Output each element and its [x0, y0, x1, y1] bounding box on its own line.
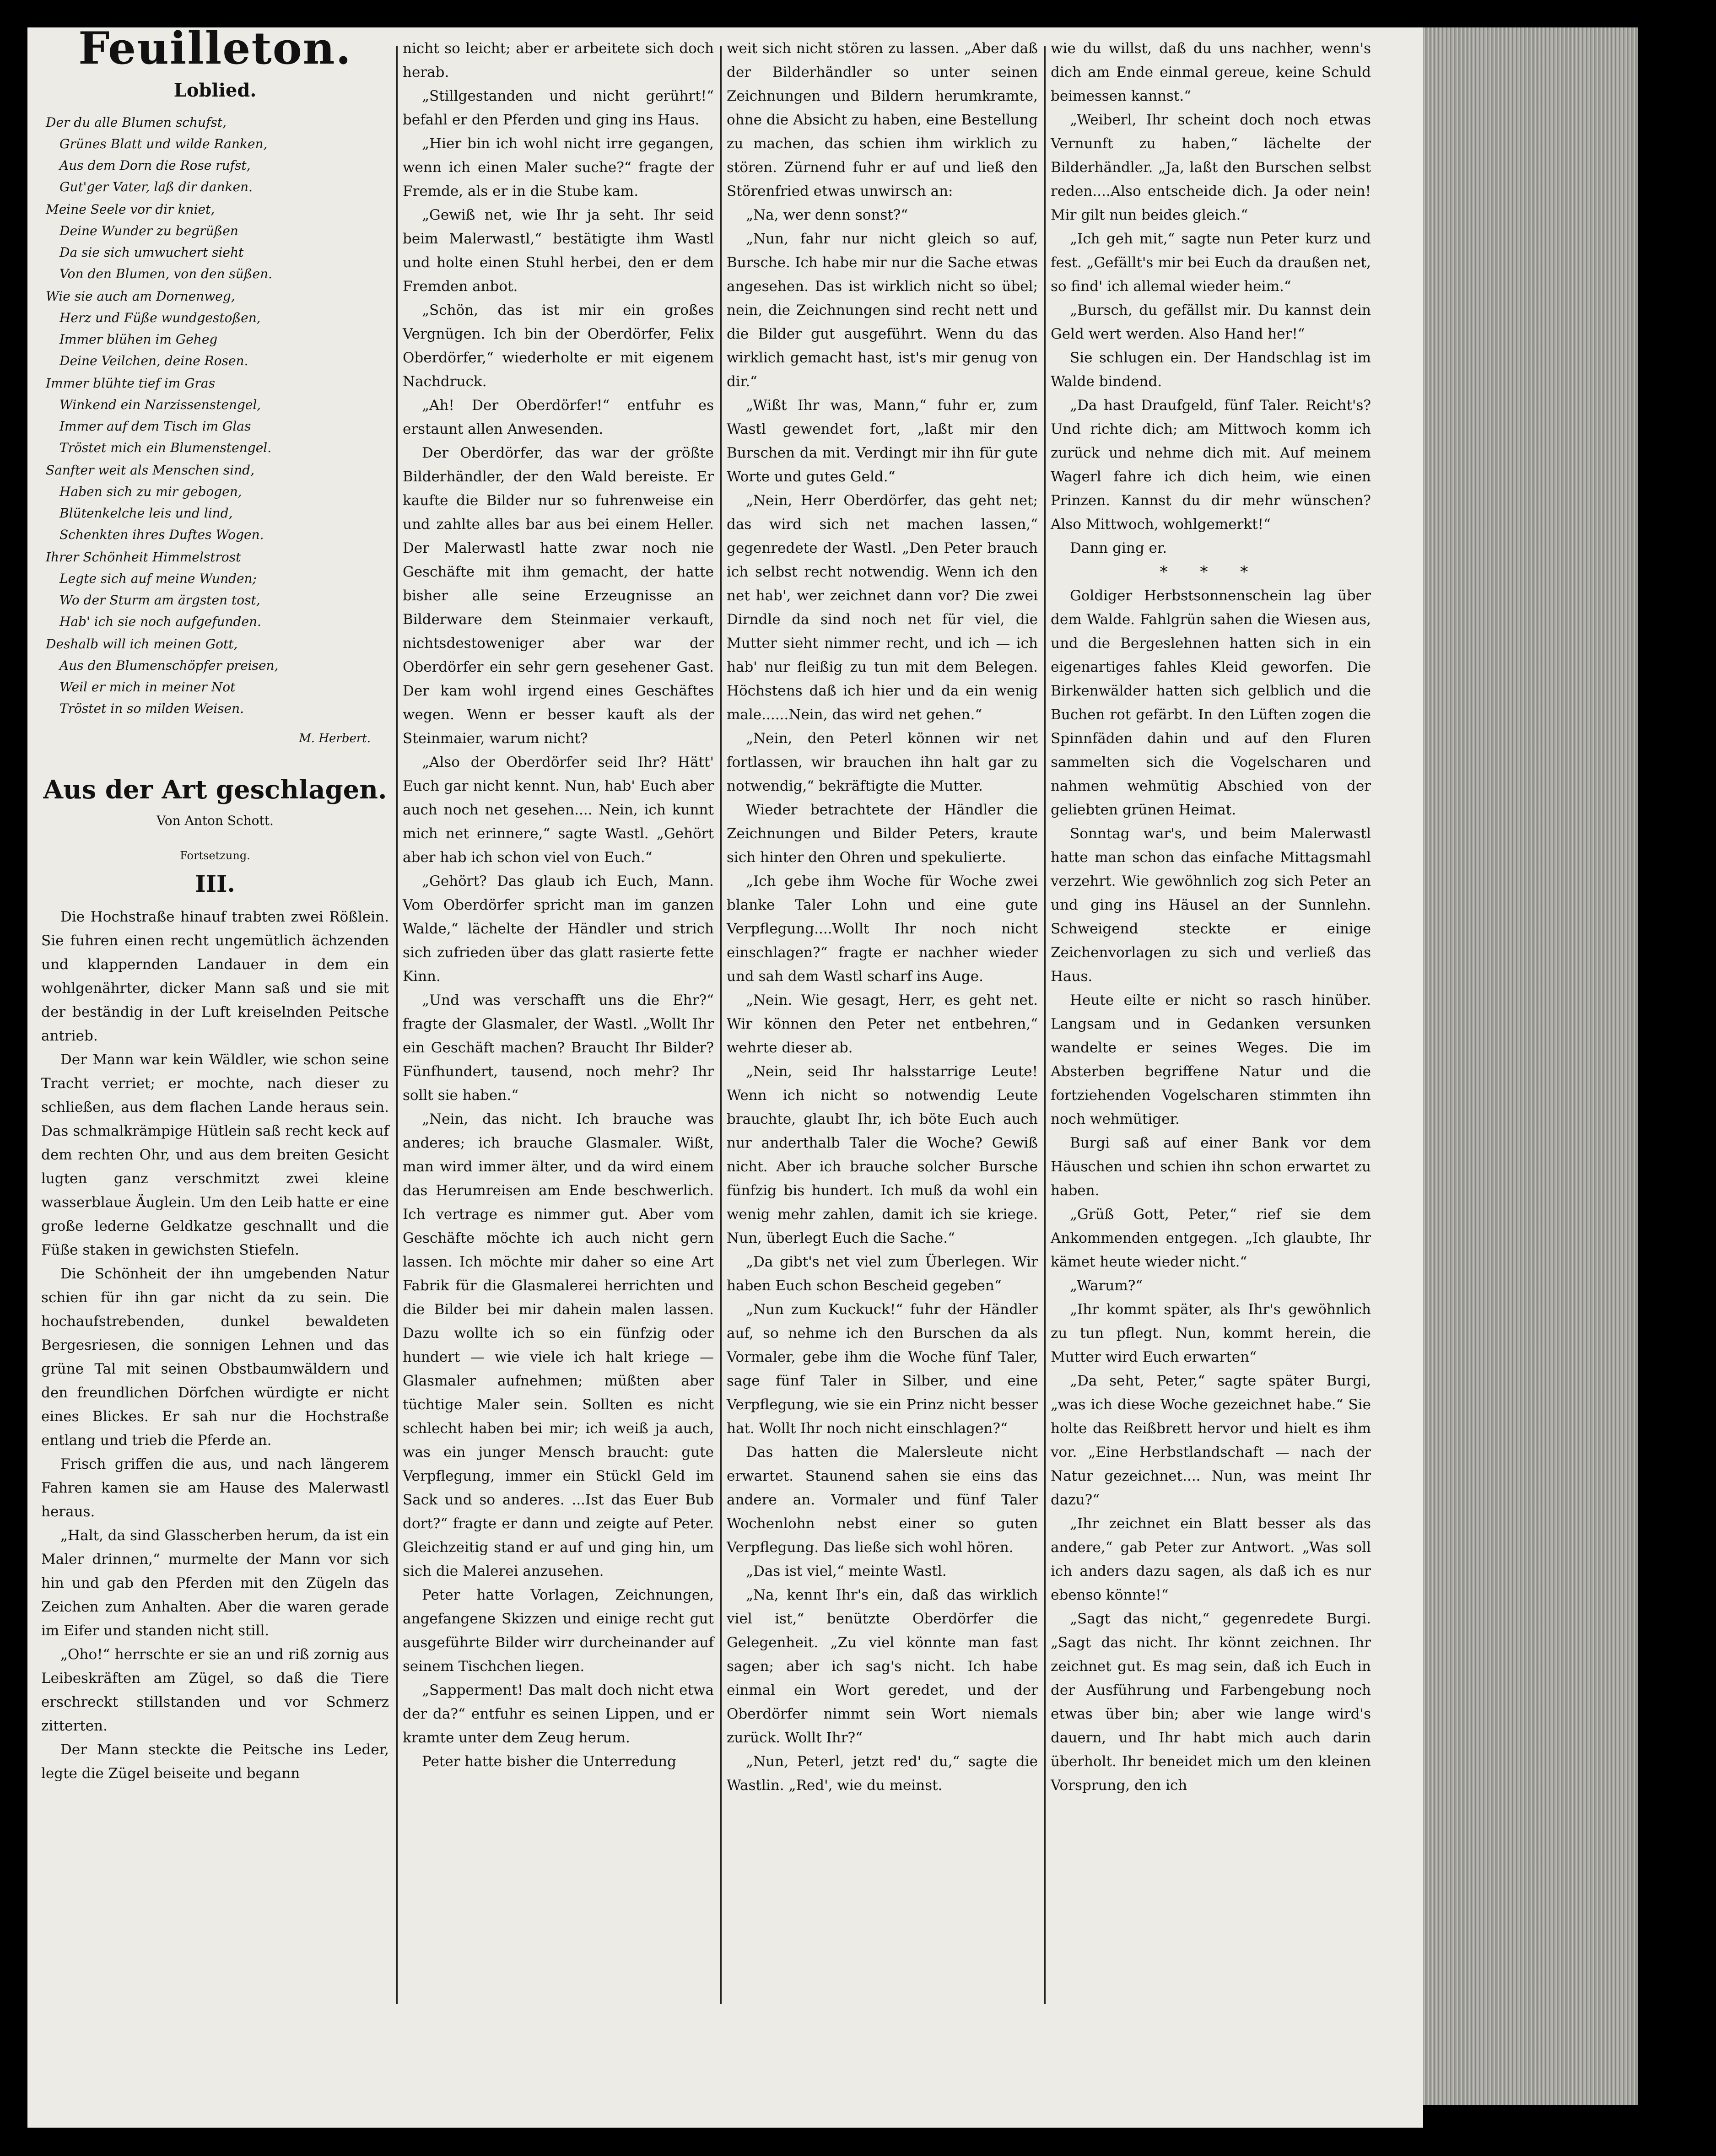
paragraph: * * *: [1160, 563, 1262, 581]
paragraph: „Ah! Der Oberdörfer!“ entfuhr es erstaunt allen Anwesenden.: [403, 397, 714, 437]
paragraph: „Und was verschafft uns die Ehr?“ fragte der Glasmaler, der Wastl. „Wollt Ihr ein Geschäft machen? Braucht Ihr Bilder? Fünfhundert, tausend, noch mehr? Ihr sollt sie haben.“: [403, 992, 714, 1104]
paragraph: „Warum?“: [1070, 1277, 1143, 1294]
paragraph: „Bursch, du gefällst mir. Du kannst dein Geld wert werden. Also Hand her!“: [1051, 302, 1371, 342]
paragraph: „Nein, das nicht. Ich brauche was anderes; ich brauche Glasmaler. Wißt, man wird immer älter, und da wird einem das Herumreisen am Ende beschwerlich. Ich vertrage es nimmer gut. Aber vom Geschäfte möchte ich auch nicht gern lassen. Ich möchte mir daher so eine Art Fabrik für die Glasmalerei herrichten und die Bilder bei mir dahein malen lassen. Dazu wollte ich so ein fünfzig oder hundert — wie viele ich halt kriege — Glasmaler aufnehmen; müßten aber tüchtige Maler sein. Sollten es nicht schlecht haben bei mir; ich weiß ja auch, was ein junger Mensch braucht: gute Verpflegung, immer ein Stückl Geld im Sack und so anderes. ...Ist das Euer Bub dort?“ fragte er dann und zeigte auf Peter. Gleichzeitig stand er auf und ging hin, um sich die Malerei anzusehen.: [403, 1111, 714, 1579]
paragraph: „Oho!“ herrschte er sie an und riß zornig aus Leibeskräften am Zügel, so daß die Tiere erschreckt stillstanden und vor Schmerz zitterten.: [41, 1646, 389, 1734]
paragraph: Sonntag war's, und beim Malerwastl hatte man schon das einfache Mittagsmahl verzehrt. Wie gewöhnlich zog sich Peter an und ging ins Häusel an der Sunnlehn. Schweigend steckte er einige Zeichenvorlagen zu sich und verließ das Haus.: [1051, 825, 1371, 985]
paragraph: „Das ist viel,“ meinte Wastl.: [746, 1563, 947, 1579]
poem-line: Aus dem Dorn die Rose rufst,: [59, 158, 251, 173]
paragraph: „Nun, Peterl, jetzt red' du,“ sagte die Wastlin. „Red', wie du meinst.: [727, 1753, 1038, 1794]
poem-stanza: [41, 459, 389, 545]
paragraph: „Na, wer denn sonst?“: [746, 207, 908, 223]
chapter-number: III.: [195, 870, 235, 897]
column-4: [1051, 37, 1371, 1797]
poem-line: Gut'ger Vater, laß dir danken.: [59, 179, 253, 194]
paragraph: „Weiberl, Ihr scheint doch noch etwas Vernunft zu haben,“ lächelte der Bilderhändler. „Ja, laßt den Burschen selbst reden....Also entscheide dich. Ja oder nein! Mir gilt nun beides gleich.“: [1051, 112, 1371, 223]
poem-line: Winkend ein Narzissenstengel,: [59, 397, 261, 412]
column-divider: [720, 46, 722, 2004]
poem-line: Haben sich zu mir gebogen,: [59, 484, 242, 499]
poem-stanza: [41, 286, 389, 372]
paragraph: Heute eilte er nicht so rasch hinüber. Langsam und in Gedanken versunken wandelte er seines Weges. Die im Absterben begriffene Natur und die fortziehenden Vogelscharen stimmten ihn noch wehmütiger.: [1051, 992, 1371, 1127]
poem-line: Tröstet in so milden Weisen.: [59, 701, 244, 716]
poem-stanza: [41, 633, 389, 719]
paragraph: Die Schönheit der ihn umgebenden Natur schien für ihn gar nicht da zu sein. Die hochaufstrebenden, dunkel bewaldeten Bergesriesen, die sonnigen Lehnen und das grüne Tal mit seinen Obstbaumwäldern und den freundlichen Dörfchen würdigte er nicht eines Blickes. Er sah nur die Hochstraße entlang und trieb die Pferde an.: [41, 1266, 389, 1449]
paragraph: Der Oberdörfer, das war der größte Bilderhändler, der den Wald bereiste. Er kaufte die Bilder nur so fuhrenweise ein und zahlte alles bar aus bei einem Heller. Der Malerwastl hatte zwar noch nie Geschäfte mit ihm gemacht, der hatte bisher alle seine Erzeugnisse an Bilderware dem Steinmaier verkauft, nichtsdestoweniger aber war der Oberdörfer ein sehr gern gesehener Gast. Der kam wohl irgend eines Geschäftes wegen. Wenn er besser kauft als der Steinmaier, warum nicht?: [403, 445, 714, 747]
poem-line: Immer auf dem Tisch im Glas: [59, 419, 251, 434]
poem-line: Da sie sich umwuchert sieht: [59, 245, 244, 260]
paragraph: Der Mann steckte die Peitsche ins Leder, legte die Zügel beiseite und begann: [41, 1741, 389, 1782]
poem-line: Sanfter weit als Menschen sind,: [46, 463, 254, 478]
poem-line: Legte sich auf meine Wunden;: [59, 571, 257, 586]
paragraph: Dann ging er.: [1070, 540, 1167, 556]
poem-body: [41, 112, 389, 719]
poem-line: Deshalb will ich meinen Gott,: [46, 636, 238, 652]
poem-line: Der du alle Blumen schufst,: [46, 115, 227, 130]
poem-line: Hab' ich sie noch aufgefunden.: [59, 614, 261, 629]
poem-stanza: [41, 112, 389, 198]
paragraph: „Nein. Wie gesagt, Herr, es geht net. Wir können den Peter net entbehren,“ wehrte dieser ab.: [727, 992, 1038, 1056]
newspaper-page: [27, 27, 1423, 2128]
column-divider: [396, 46, 398, 2004]
paragraph: „Nun zum Kuckuck!“ fuhr der Händler auf, so nehme ich den Burschen da als Vormaler, gebe ihm die Woche fünf Taler, sage fünf Taler in Silber, und eine Verpflegung, wie sie ein Prinz nicht besser hat. Wollt Ihr noch nicht einschlagen?“: [727, 1301, 1038, 1437]
paragraph: „Schön, das ist mir ein großes Vergnügen. Ich bin der Oberdörfer, Felix Oberdörfer,“ wiederholte er mit eigenem Nachdruck.: [403, 302, 714, 390]
paragraph: „Halt, da sind Glasscherben herum, da ist ein Maler drinnen,“ murmelte der Mann vor sich hin und gab den Pferden mit den Zügeln das Zeichen zum Anhalten. Aber die waren gerade im Eifer und standen nicht still.: [41, 1527, 389, 1639]
paragraph: Burgi saß auf einer Bank vor dem Häuschen und schien ihn schon erwartet zu haben.: [1051, 1135, 1371, 1199]
poem-line: Grünes Blatt und wilde Ranken,: [59, 136, 268, 151]
poem-title: Loblied.: [173, 80, 257, 101]
page-stack-edge: [1423, 27, 1638, 2105]
column-4-text: [1051, 37, 1371, 1797]
paragraph: „Sagt das nicht,“ gegenredete Burgi. „Sagt das nicht. Ihr könnt zeichnen. Ihr zeichnet gut. Es mag sein, daß ich Euch in der Ausführung und Farbengebung noch etwas über bin; aber wie lange wird's dauern, und Ihr habt mich auch darin überholt. Ihr beneidet mich um den kleinen Vorsprung, den ich: [1051, 1611, 1371, 1794]
paragraph: „Sapperment! Das malt doch nicht etwa der da?“ entfuhr es seinen Lippen, und er kramte unter dem Zeug herum.: [403, 1682, 714, 1746]
poem-author: M. Herbert.: [299, 732, 371, 745]
paragraph: wie du willst, daß du uns nachher, wenn's dich am Ende einmal gereue, keine Schuld beimessen kannst.“: [1051, 40, 1371, 104]
poem-line: Blütenkelche leis und lind,: [59, 506, 233, 521]
poem-line: Immer blühen im Geheg: [59, 332, 218, 347]
poem-line: Meine Seele vor dir kniet,: [46, 202, 215, 217]
paragraph: Das hatten die Malersleute nicht erwartet. Staunend sahen sie eins das andere an. Vormaler und fünf Taler Wochenlohn nebst einer so guten Verpflegung. Das ließe sich wohl hören.: [727, 1444, 1038, 1556]
paragraph: Peter hatte Vorlagen, Zeichnungen, angefangene Skizzen und einige recht gut ausgeführte Bilder wirr durcheinander auf seinem Tischchen liegen.: [403, 1587, 714, 1675]
paragraph: Wieder betrachtete der Händler die Zeichnungen und Bilder Peters, kraute sich hinter den Ohren und spekulierte.: [727, 802, 1038, 866]
paragraph: „Also der Oberdörfer seid Ihr? Hätt' Euch gar nicht kennt. Nun, hab' Euch aber auch noch net gesehen.... Nein, ich kunnt mich net erinnere,“ sagte Wastl. „Gehört aber hab ich schon viel von Euch.“: [403, 754, 714, 866]
paragraph: weit sich nicht stören zu lassen. „Aber daß der Bilderhändler so unter seinen Zeichnungen und Bildern herumkramte, ohne die Absicht zu haben, eine Bestellung zu machen, das schien ihm wirklich zu stören. Zürnend fuhr er auf und ließ den Störenfried etwas unwirsch an:: [727, 40, 1038, 199]
poem-line: Ihrer Schönheit Himmelstrost: [46, 550, 241, 565]
paragraph: „Gewiß net, wie Ihr ja seht. Ihr seid beim Malerwastl,“ bestätigte ihm Wastl und holte einen Stuhl herbei, den er dem Fremden anbot.: [403, 207, 714, 295]
column-2-text: [403, 37, 714, 1773]
column-3: [727, 37, 1038, 1797]
paragraph: „Ihr zeichnet ein Blatt besser als das andere,“ gab Peter zur Antwort. „Was soll ich anders dazu sagen, als daß ich es nur ebenso könnte!“: [1051, 1515, 1371, 1603]
book-spine-shadow: [0, 0, 27, 2156]
paragraph: Goldiger Herbstsonnenschein lag über dem Walde. Fahlgrün sahen die Wiesen aus, und die Bergeslehnen hatten sich in ein eigenartiges fahles Kleid geworfen. Die Birkenwälder hatten sich gelblich und die Buchen rot gefärbt. In den Lüften zogen die Spinnfäden dahin und auf den Fluren sammelten sich die Vogelscharen und nahmen wehmütig Abschied von der geliebten grünen Heimat.: [1051, 588, 1371, 818]
poem-line: Wie sie auch am Dornenweg,: [46, 289, 235, 304]
feuilleton-heading: Feuilleton.: [78, 27, 352, 74]
column-2: [403, 37, 714, 1773]
paragraph: nicht so leicht; aber er arbeitete sich doch herab.: [403, 40, 714, 81]
poem-stanza: [41, 199, 389, 285]
paragraph: „Na, kennt Ihr's ein, daß das wirklich viel ist,“ benützte Oberdörfer die Gelegenheit. „Zu viel könnte man fast sagen; aber ich sag's nicht. Ich habe einmal ein Wort geredet, und der Oberdörfer nimmt sein Wort niemals zurück. Wollt Ihr?“: [727, 1587, 1038, 1746]
poem-line: Weil er mich in meiner Not: [59, 679, 236, 695]
poem-stanza: [41, 372, 389, 458]
paragraph: „Wißt Ihr was, Mann,“ fuhr er, zum Wastl gewendet fort, „laßt mir den Burschen da mit. Verdingt mir ihn für gute Worte und gutes Geld.“: [727, 397, 1038, 485]
paragraph: „Da gibt's net viel zum Überlegen. Wir haben Euch schon Bescheid gegeben“: [727, 1254, 1038, 1294]
paragraph: Frisch griffen die aus, und nach längerem Fahren kamen sie am Hause des Malerwastl heraus.: [41, 1456, 389, 1520]
paragraph: „Hier bin ich wohl nicht irre gegangen, wenn ich einen Maler suche?“ fragte der Fremde, als er in die Stube kam.: [403, 135, 714, 199]
column-3-text: [727, 37, 1038, 1797]
paragraph: „Nun, fahr nur nicht gleich so auf, Bursche. Ich habe mir nur die Sache etwas angesehen. Das ist wirklich nicht so übel; nein, die Zeichnungen sind recht nett und die Bilder gut ausgeführt. Wenn du das wirklich gemacht hast, ist's mir genug von dir.“: [727, 231, 1038, 390]
paragraph: „Nein, seid Ihr halsstarrige Leute! Wenn ich nicht so notwendig Leute brauchte, glaubt Ihr, ich böte Euch auch nur anderthalb Taler die Woche? Gewiß nicht. Aber ich brauche solcher Bursche fünfzig bis hundert. Ich muß da wohl ein wenig mehr zahlen, damit ich sie kriege. Nun, überlegt Euch die Sache.“: [727, 1063, 1038, 1246]
column-1: [41, 27, 389, 1785]
paragraph: „Ich gebe ihm Woche für Woche zwei blanke Taler Lohn und eine gute Verpflegung....Wollt Ihr noch nicht einschlagen?“ fragte er nachher wieder und sah dem Wastl scharf ins Auge.: [727, 873, 1038, 985]
poem-line: Immer blühte tief im Gras: [46, 376, 215, 391]
poem-line: Aus den Blumenschöpfer preisen,: [59, 658, 279, 673]
paragraph: „Nein, den Peterl können wir net fortlassen, wir brauchen ihn halt gar zu notwendig,“ bekräftigte die Mutter.: [727, 730, 1038, 794]
paragraph: Die Hochstraße hinauf trabten zwei Rößlein. Sie fuhren einen recht ungemütlich ächzenden und klappernden Landauer in dem ein wohlgenährter, dicker Mann saß und sie mit der beständig in der Luft kreiselnden Peitsche antrieb.: [41, 909, 389, 1044]
poem-line: Deine Veilchen, deine Rosen.: [59, 353, 248, 368]
paragraph: „Ihr kommt später, als Ihr's gewöhnlich zu tun pflegt. Nun, kommt herein, die Mutter wird Euch erwarten“: [1051, 1301, 1371, 1365]
column-divider: [1044, 46, 1046, 2004]
paragraph: Der Mann war kein Wäldler, wie schon seine Tracht verriet; er mochte, nach dieser zu schließen, aus dem flachen Lande heraus sein. Das schmalkrämpige Hütlein saß recht keck auf dem rechten Ohr, und aus dem breiten Gesicht lugten ganz verschmitzt zwei kleine wasserblaue Äuglein. Um den Leib hatte er eine große lederne Geldkatze geschnallt und die Füße staken in gewichsten Stiefeln.: [41, 1051, 389, 1258]
paragraph: „Da seht, Peter,“ sagte später Burgi, „was ich diese Woche gezeichnet habe.“ Sie holte das Reißbrett hervor und hielt es ihm vor. „Eine Herbstlandschaft — nach der Natur gezeichnet.... Nun, was meint Ihr dazu?“: [1051, 1373, 1371, 1508]
column-1-text: [41, 905, 389, 1785]
poem-line: Wo der Sturm am ärgsten tost,: [59, 593, 260, 608]
story-byline: Von Anton Schott.: [156, 813, 274, 828]
background-dark: [1638, 27, 1716, 2132]
continuation-note: Fortsetzung.: [180, 849, 250, 862]
paragraph: „Da hast Draufgeld, fünf Taler. Reicht's? Und richte dich; am Mittwoch komm ich zurück und nehme dich mit. Auf meinem Wagerl fahre ich dich heim, wie einen Prinzen. Kannst du dir mehr wünschen? Also Mittwoch, wohlgemerkt!“: [1051, 397, 1371, 533]
story-title: Aus der Art geschlagen.: [43, 775, 387, 805]
paragraph: „Ich geh mit,“ sagte nun Peter kurz und fest. „Gefällt's mir bei Euch da draußen net, so find' ich allemal wieder heim.“: [1051, 231, 1371, 295]
paragraph: „Grüß Gott, Peter,“ rief sie dem Ankommenden entgegen. „Ich glaubte, Ihr kämet heute wieder nicht.“: [1051, 1206, 1371, 1270]
paragraph: Peter hatte bisher die Unterredung: [422, 1753, 676, 1770]
paragraph: „Gehört? Das glaub ich Euch, Mann. Vom Oberdörfer spricht man im ganzen Walde,“ lächelte der Händler und strich sich zufrieden über das glatt rasierte fette Kinn.: [403, 873, 714, 985]
poem-line: Deine Wunder zu begrüßen: [59, 223, 238, 238]
poem-line: Von den Blumen, von den süßen.: [59, 266, 273, 281]
paragraph: „Stillgestanden und nicht gerührt!“ befahl er den Pferden und ging ins Haus.: [403, 88, 714, 128]
poem-line: Schenkten ihres Duftes Wogen.: [59, 527, 264, 542]
poem-stanza: [41, 546, 389, 632]
poem-line: Herz und Füße wundgestoßen,: [59, 310, 261, 325]
paragraph: Sie schlugen ein. Der Handschlag ist im Walde bindend.: [1051, 350, 1371, 390]
paragraph: „Nein, Herr Oberdörfer, das geht net; das wird sich net machen lassen,“ gegenredete der Wastl. „Den Peter brauch ich selbst recht notwendig. Wenn ich den net hab', wer zeichnet dann vor? Die zwei Dirndle da sind noch net für viel, die Mutter sieht nimmer recht, und ich — ich hab' nur fleißig zu tun mit dem Belegen. Höchstens daß ich hier und da ein wenig male......Nein, das wird net gehen.“: [727, 492, 1038, 723]
poem-line: Tröstet mich ein Blumenstengel.: [59, 440, 272, 455]
